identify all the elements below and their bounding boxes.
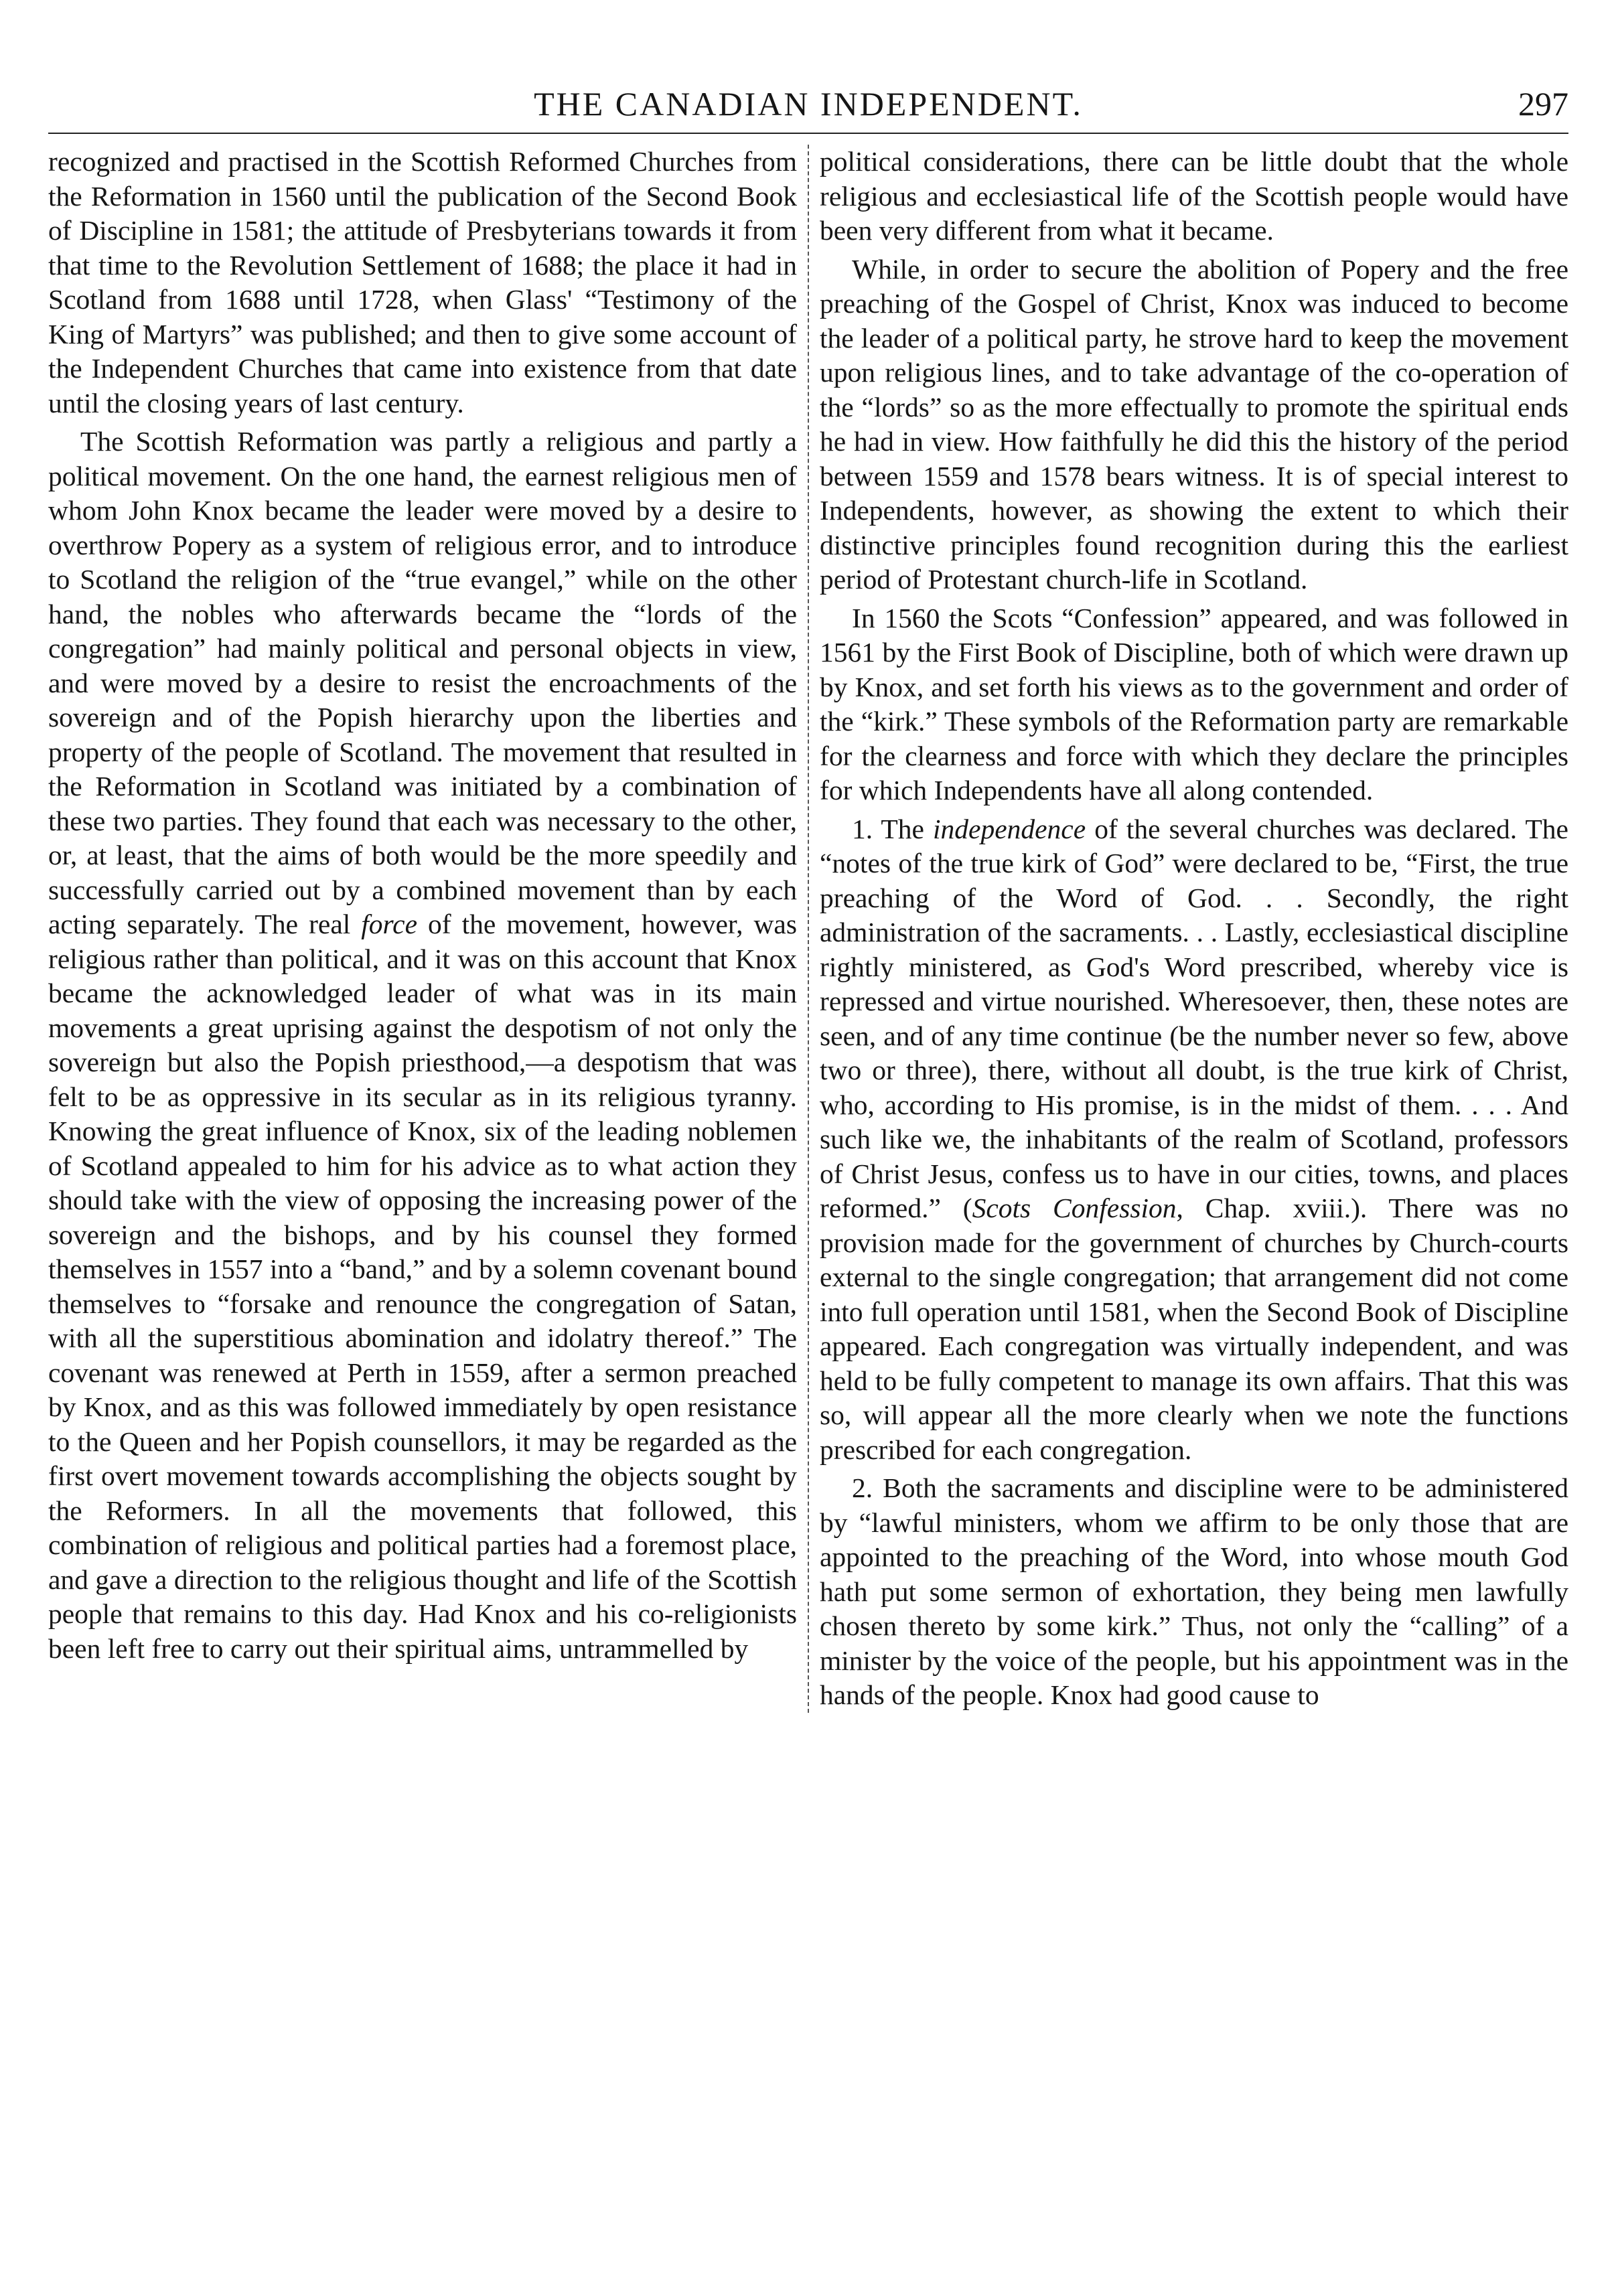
citation-title: Scots Confession: [972, 1193, 1177, 1223]
paragraph: recognized and practised in the Scottish Reformed Churches from the Reformation in 1560 until the publication of the Second Book of Discipline in 1581; the attitude of Presbyterians towards it from that time to the Revolution Settlement of 1688; the place it had in Scotland from 1688 until 1728, when Glass' “Testimony of the King of Martyrs” was published; and then to give some account of the Independent Churches that came into existence from that date until the closing years of last century.: [48, 146, 797, 418]
paragraph-text: 1. The: [852, 813, 933, 844]
journal-page: [48, 80, 1568, 2283]
paragraph-text: of the several churches was declared. The “notes of the true kirk of God” were declared to be, “First, the true preaching of the Word of God. . . Secondly, the right administration of the sacraments. . . Lastly, ecclesiastical discipline rightly ministered, as God's Word prescribed, whereby vice is repressed and virtue nourished. Wheresoever, then, these notes are seen, and of any time continue (be the number never so few, above two or three), there, without all doubt, is the true kirk of Christ, who, according to His promise, is in the midst of them. . . . And such like we, the inhabitants of the realm of Scotland, professors of Christ Jesus, confess us to have in our cities, towns, and places reformed.” (: [820, 813, 1568, 1223]
text-columns: [48, 145, 1568, 1713]
header-rule: [48, 133, 1568, 134]
paragraph: In 1560 the Scots “Confession” appeared, and was followed in 1561 by the First Book of Discipline, both of which were drawn up by Knox, and set forth his views as to the government and order of the “kirk.” These symbols of the Reformation party are remarkable for the clearness and force with which they declare the principles for which Independents have all along contended.: [820, 602, 1568, 806]
left-column: [48, 145, 797, 1713]
paragraph-text: , Chap. xviii.). There was no provision made for the government of churches by Church-courts external to the single congregation; that arrangement did not come into full operation until 1581, when the Second Book of Discipline appeared. Each congregation was virtually independent, and was held to be fully competent to manage its own affairs. That this was so, will appear all the more clearly when we note the functions prescribed for each congregation.: [820, 1193, 1568, 1465]
running-title: THE CANADIAN INDEPENDENT.: [534, 85, 1083, 123]
page-number: 297: [1518, 85, 1568, 123]
right-column: [820, 145, 1568, 1713]
paragraph: [48, 425, 797, 1666]
paragraph-text: The Scottish Reformation was partly a religious and partly a political movement. On the one hand, the earnest religious men of whom John Knox became the leader were moved by a desire to overthrow Popery as a system of religious error, and to introduce to Scotland the religion of the “true evangel,” while on the other hand, the nobles who afterwards became the “lords of the congregation” had mainly political and personal objects in view, and were moved by a desire to resist the encroachments of the sovereign and of the Popish hierarchy upon the liberties and property of the people of Scotland. The movement that resulted in the Reformation in Scotland was initiated by a combination of these two parties. They found that each was necessary to the other, or, at least, that the aims of both would be the more speedily and successfully carried out by a combined movement than by each acting separately. The real: [48, 426, 797, 939]
emphasis-text: independence: [933, 813, 1086, 844]
running-head: [48, 80, 1568, 133]
paragraph: [820, 812, 1568, 1468]
paragraph: 2. Both the sacraments and discipline were to be administered by “lawful ministers, whom we affirm to be only those that are appointed to the preaching of the Word, into whose mouth God hath put some sermon of exhortation, they being men lawfully chosen thereto by some kirk.” Thus, not only the “calling” of a minister by the voice of the people, but his appointment was in the hands of the people. Knox had good cause to: [820, 1472, 1568, 1710]
paragraph: While, in order to secure the abolition of Popery and the free preaching of the Gospel of Christ, Knox was induced to become the leader of a political party, he strove hard to keep the movement upon religious lines, and to take advantage of the co-operation of the “lords” so as the more effectually to promote the spiritual ends he had in view. How faithfully he did this the history of the period between 1559 and 1578 bears witness. It is of special interest to Independents, however, as showing the extent to which their distinctive principles found recognition during this the earliest period of Protestant church-life in Scotland.: [820, 253, 1568, 595]
paragraph: political considerations, there can be little doubt that the whole religious and ecclesiastical life of the Scottish people would have been very different from what it became.: [820, 146, 1568, 246]
column-divider: [808, 145, 809, 1713]
emphasis-text: force: [361, 909, 418, 939]
paragraph-text: of the movement, however, was religious rather than political, and it was on this account that Knox became the acknowledged leader of what was in its main movements a great uprising against the despotism of not only the sovereign but also the Popish priesthood,—a despotism that was felt to be as oppressive in its secular as in its religious tyranny. Knowing the great influence of Knox, six of the leading noblemen of Scotland appealed to him for his advice as to what action they should take with the view of opposing the increasing power of the sovereign and the bishops, and by his counsel they formed themselves in 1557 into a “band,” and by a solemn covenant bound themselves to “forsake and renounce the congregation of Satan, with all the superstitious abomination and idolatry thereof.” The covenant was renewed at Perth in 1559, after a sermon preached by Knox, and as this was followed immediately by open resistance to the Queen and her Popish counsellors, it may be regarded as the first overt movement towards accomplishing the objects sought by the Reformers. In all the movements that followed, this combination of religious and political parties had a foremost place, and gave a direction to the religious thought and life of the Scottish people that remains to this day. Had Knox and his co-religionists been left free to carry out their spiritual aims, untrammelled by: [48, 909, 797, 1664]
